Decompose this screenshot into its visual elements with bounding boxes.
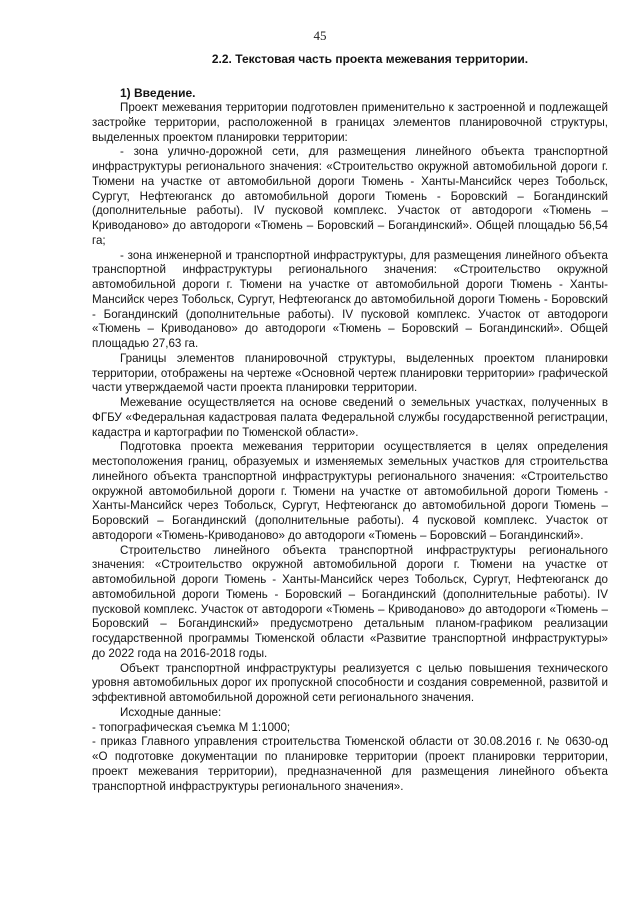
list-item-infrastructure-zone: - зона инженерной и транспортной инфраструктуры, для размещения линейного объекта транспортной инфраструктуры регионального значения: «Строительство окружной автомобильной дороги г. Тюмени на участке от автомобильной дороги Тюмень - Ханты-Мансийск через Тобольск, Сургут, Нефтеюганск до автомобильной дороги Тюмень - Боровский - Богандинский (дополнительные работы). IV пусковой комплекс. Участок от автодороги «Тюмень – Криводаново» до автодороги «Тюмень – Боровский – Богандинский». Общей площадью 27,63 га. (92, 248, 608, 350)
document-body (92, 52, 608, 794)
list-item-topographic-survey: - топографическая съемка М 1:1000; (92, 720, 291, 734)
page-number: 45 (313, 28, 327, 43)
paragraph-source-data-label: Исходные данные: (120, 705, 222, 719)
paragraph-surveying: Межевание осуществляется на основе сведений о земельных участках, полученных в ФГБУ «Федеральная кадастровая палата Федеральной службы государственной регистрации, кадастра и картографии по Тюменской области». (92, 396, 608, 439)
paragraph-intro: Проект межевания территории подготовлен применительно к застроенной и подлежащей застройке территории, расположенной в границах элементов планировочной структуры, выделенных проектом планировки территории: (92, 101, 608, 144)
section-heading: 2.2. Текстовая часть проекта межевания территории. (211, 52, 529, 66)
list-item-road-zone: - зона улично-дорожной сети, для размещения линейного объекта транспортной инфраструктуры регионального значения: «Строительство окружной автомобильной дороги г. Тюмени на участке от автомобильной дороги Тюмень - Ханты-Мансийск через Тобольск, Сургут, Нефтеюганск до автомобильной дороги Тюмень - Боровский – Богандинский (дополнительные работы). IV пусковой комплекс. Участок от автодороги «Тюмень – Криводаново» до автодороги «Тюмень – Боровский – Богандинский». Общей площадью 56,54 га; (92, 145, 608, 247)
paragraph-construction: Строительство линейного объекта транспортной инфраструктуры регионального значения: «Строительство окружной автомобильной дороги г. Тюмени на участке от автомобильной дороги Тюмень - Ханты-Мансийск через Тобольск, Сургут, Нефтеюганск до автомобильной дороги Тюмень - Боровский – Богандинский (дополнительные работы). IV пусковой комплекс. Участок от автодороги «Тюмень – Криводаново» до автодороги «Тюмень – Боровский – Богандинский» предусмотрено детальным планом-графиком реализации государственной программы Тюменской области «Развитие транспортной инфраструктуры» до 2022 года на 2016-2018 годы. (92, 543, 608, 660)
paragraph-boundaries: Границы элементов планировочной структуры, выделенных проектом планировки территории, отображены на чертеже «Основной чертеж планировки территории» графической части утверждаемой части проекта планировки территории. (92, 351, 608, 395)
subsection-heading: 1) Введение. (120, 86, 196, 100)
list-item-order: - приказ Главного управления строительства Тюменской области от 30.08.2016 г. № 0630-од «О подготовке документации по планировке территории (проект планировки территории, проект межевания территории), предназначенной для размещения линейного объекта транспортной инфраструктуры регионального значения». (92, 735, 608, 793)
paragraph-purpose: Объект транспортной инфраструктуры реализуется с целью повышения технического уровня автомобильных дорог их пропускной способности и создания современной, развитой и эффективной автомобильной дорожной сети регионального значения. (92, 661, 608, 704)
paragraph-preparation: Подготовка проекта межевания территории осуществляется в целях определения местоположения границ, образуемых и изменяемых земельных участков для строительства линейного объекта транспортной инфраструктуры регионального значения: «Строительство окружной автомобильной дороги г. Тюмени на участке от автомобильной дороги Тюмень - Ханты-Мансийск через Тобольск, Сургут, Нефтеюганск до автомобильной дороги Тюмень – Боровский – Богандинский (дополнительные работы). 4 пусковой комплекс. Участок от автодороги «Тюмень-Криводаново» до автодороги «Тюмень – Боровский – Богандинский». (92, 440, 608, 542)
